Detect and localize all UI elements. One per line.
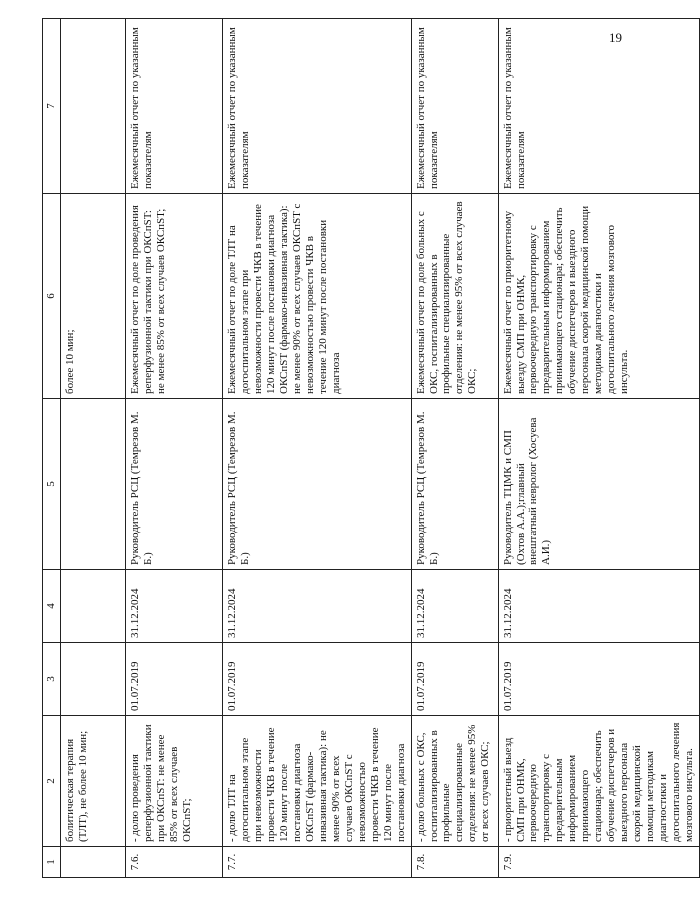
row-task: - долю проведения реперфузионной тактики при ОКСпST: не менее 85% от всех случаев ОКСпST; [125, 716, 222, 847]
table-row [498, 19, 700, 878]
plan-table [42, 18, 700, 878]
row-responsible: Руководитель РСЦ (Темрезов М. Б.) [411, 399, 498, 570]
row-end-date: 31.12.2024 [411, 570, 498, 643]
row-start-date: 01.07.2019 [222, 643, 411, 716]
header-col-7: 7 [43, 19, 61, 194]
row-result: Ежемесячный отчет по доле больных с ОКС, госпитализированных в профильные специализированные отделения: не менее 95% от всех случаев ОКС; [411, 194, 498, 399]
row-start-date: 01.07.2019 [125, 643, 222, 716]
row-result: Ежемесячный отчет по приоритетному выезду СМП при ОНМК, первоочередную транспортировку с предварительным информированием принимающего стационара; обеспечить обучение диспетчеров и выездного персонала скорой медицинской помощи методикам диагностики и догоспитального лечения мозгового инсульта. [498, 194, 700, 399]
row-result: Ежемесячный отчет по доле ТЛТ на догоспитальном этапе при невозможности провести ЧКВ в течение 120 минут после постановки диагноза ОКСпST (фармако-инвазивная тактика): не менее 90% от всех случаев ОКСпST с невозможностью провести ЧКВ в течение 120 минут после постановки диагноза [222, 194, 411, 399]
continuation-row [60, 19, 125, 878]
header-col-6: 6 [43, 194, 61, 399]
table-row [222, 19, 411, 878]
continuation-result: более 10 мин; [60, 194, 125, 399]
row-responsible: Руководитель РСЦ (Темрезов М. Б.) [125, 399, 222, 570]
row-task: - долю больных с ОКС, госпитализированных в профильные специализированные отделения: не менее 95% от всех случаев ОКС; [411, 716, 498, 847]
table-row [411, 19, 498, 878]
table-row [125, 19, 222, 878]
row-end-date: 31.12.2024 [125, 570, 222, 643]
row-end-date: 31.12.2024 [498, 570, 700, 643]
header-col-1: 1 [43, 847, 61, 878]
row-control: Ежемесячный отчет по указанным показателям [498, 19, 700, 194]
row-end-date: 31.12.2024 [222, 570, 411, 643]
row-number: 7.8. [411, 847, 498, 878]
row-task: - долю ТЛТ на догоспитальном этапе при невозможности провести ЧКВ в течение 120 минут после постановки диагноза ОКСпST (фармако-инвазивная тактика): не менее 90% от всех случаев ОКСпST с невозможностью провести ЧКВ в течение 120 минут после постановки диагноза [222, 716, 411, 847]
rotated-table-container [42, 18, 696, 878]
row-control: Ежемесячный отчет по указанным показателям [411, 19, 498, 194]
header-col-2: 2 [43, 716, 61, 847]
row-number: 7.6. [125, 847, 222, 878]
header-col-5: 5 [43, 399, 61, 570]
row-control: Ежемесячный отчет по указанным показателям [125, 19, 222, 194]
row-control: Ежемесячный отчет по указанным показателям [222, 19, 411, 194]
header-row [43, 19, 61, 878]
header-col-4: 4 [43, 570, 61, 643]
row-number: 7.9. [498, 847, 700, 878]
continuation-task: болитическая терапия (ТЛТ), не более 10 мин; [60, 716, 125, 847]
row-task: - приоритетный выезд СМП при ОНМК, первоочередную транспортировку с предварительным информированием принимающего стационара; обеспечить обучение диспетчеров и выездного персонала скорой медицинской помощи методикам диагностики и догоспитального лечения мозгового инсульта. [498, 716, 700, 847]
row-start-date: 01.07.2019 [498, 643, 700, 716]
row-responsible: Руководитель РСЦ (Темрезов М. Б.) [222, 399, 411, 570]
row-responsible: Руководитель ТЦМК и СМП (Охтов А.А.);главный внештатный невролог (Хосуева А.И.) [498, 399, 700, 570]
page-number: 19 [609, 30, 622, 45]
header-col-3: 3 [43, 643, 61, 716]
row-result: Ежемесячный отчет по доле проведения реперфузионной тактики при ОКСпST: не менее 85% от всех случаев ОКСпST; [125, 194, 222, 399]
row-start-date: 01.07.2019 [411, 643, 498, 716]
row-number: 7.7. [222, 847, 411, 878]
